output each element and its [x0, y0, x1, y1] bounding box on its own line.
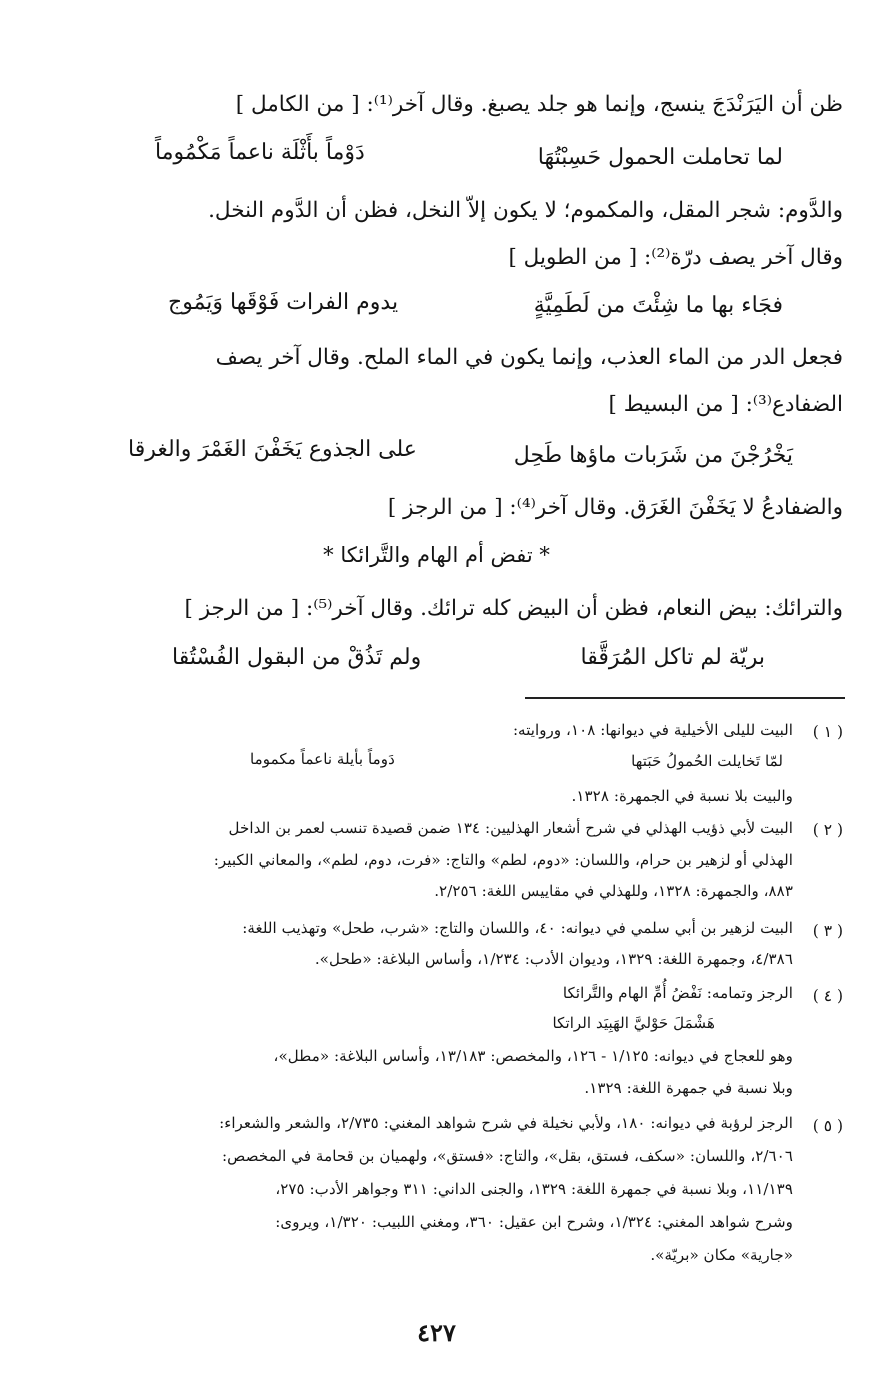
verse-hemistich-right: يَخْرُجْنَ من شَرَبات ماؤها طَحِل: [513, 443, 793, 468]
text-line: والضفادعُ لا يَخَفْنَ الغَرَق. وقال آخر⁽⁴⁾: [ من الرجز ]: [387, 495, 843, 520]
footnote-line: والبيت بلا نسبة في الجمهرة: ١٣٢٨.: [571, 787, 793, 805]
verse-hemistich-right: لما تحاملت الحمول حَسِبْتُهَا: [537, 145, 783, 170]
rajaz-verse: * تفض أم الهام والتَّرائكا *: [323, 543, 550, 567]
text-line: ظن أن اليَرَنْدَجَ ينسج، وإنما هو جلد يصبغ. وقال آخر⁽¹⁾: [ من الكامل ]: [235, 92, 843, 117]
verse-hemistich-right: بريّة لم تاكل المُرَقَّقا: [580, 645, 765, 670]
footnote-number: ( ١ ): [812, 723, 843, 741]
footnote-line: ٢/٦٠٦، واللسان: «سكف، فستق، بقل»، والتاج: «فستق»، ولهميان بن قحامة في المخصص:: [222, 1147, 793, 1165]
footnote-number: ( ٣ ): [812, 922, 843, 940]
footnote-line: «جارية» مكان «بريّة».: [650, 1246, 793, 1264]
page-number: ٤٢٧: [417, 1318, 456, 1347]
text-line: فجعل الدر من الماء العذب، وإنما يكون في الماء الملح. وقال آخر يصف: [215, 345, 843, 370]
verse-hemistich-right: فجَاء بها ما شِئْتَ من لَطَمِيَّةٍ: [533, 293, 783, 318]
footnote-line: الرجز لرؤبة في ديوانه: ١٨٠، ولأبي نخيلة في شرح شواهد المغني: ٢/٧٣٥، والشعر والشعراء:: [219, 1114, 793, 1132]
text-line: والدَّوم: شجر المقل، والمكموم؛ لا يكون إلاّ النخل، فظن أن الدَّوم النخل.: [208, 198, 843, 223]
footnote-line: دَوماً بأيلة ناعماً مكموما: [250, 750, 395, 768]
footnote-line: وبلا نسبة في جمهرة اللغة: ١٣٢٩.: [584, 1079, 793, 1097]
footnote-line: وهو للعجاج في ديوانه: ١/١٢٥ - ١٢٦، والمخصص: ١٣/١٨٣، وأساس البلاغة: «مطل»،: [273, 1047, 793, 1065]
footnote-line: وشرح شواهد المغني: ١/٣٢٤، وشرح ابن عقيل: ٣٦٠، ومغني اللبيب: ١/٣٢٠، ويروى:: [275, 1213, 793, 1231]
footnote-number: ( ٤ ): [812, 987, 843, 1005]
text-line: الضفادع⁽³⁾: [ من البسيط ]: [608, 392, 843, 417]
text-line: وقال آخر يصف درّة⁽²⁾: [ من الطويل ]: [508, 245, 843, 270]
footnote-line: لمّا تَخايلت الحُمولُ حَبَتها: [631, 752, 783, 770]
footnote-number: ( ٥ ): [812, 1117, 843, 1135]
verse-hemistich-left: ولم تَذُقْ من البقول الفُسْتُقا: [172, 645, 422, 670]
footnote-line: البيت لأبي ذؤيب الهذلي في شرح أشعار الهذليين: ١٣٤ ضمن قصيدة تنسب لعمر بن الداخل: [228, 819, 793, 837]
footnote-line: البيت لليلى الأخيلية في ديوانها: ١٠٨، وروايته:: [512, 721, 793, 739]
verse-hemistich-left: يدوم الفرات فَوْقَها وَيَمُوج: [168, 290, 399, 315]
footnote-line: البيت لزهير بن أبي سلمي في ديوانه: ٤٠، واللسان والتاج: «شرب، طحل» وتهذيب اللغة:: [242, 919, 793, 937]
verse-hemistich-left: على الجذوع يَخَفْنَ الغَمْرَ والغرقا: [128, 437, 417, 462]
footnote-line: هَشْمَلَ حَوْليَّ الهَبِيَد الراتكا: [552, 1014, 715, 1032]
verse-hemistich-left: دَوْماً بأَثْلَة ناعماً مَكْمُوماً: [155, 140, 365, 165]
footnote-line: الرجز وتمامه: نَفْضُ أُمِّ الهام والتَّرائكا: [562, 984, 793, 1002]
footnote-line: ٤/٣٨٦، وجمهرة اللغة: ١٣٢٩، وديوان الأدب: ١/٢٣٤، وأساس البلاغة: «طحل».: [314, 950, 793, 968]
footnote-line: ١١/١٣٩، وبلا نسبة في جمهرة اللغة: ١٣٢٩، والجنى الداني: ٣١١ وجواهر الأدب: ٢٧٥،: [275, 1180, 793, 1198]
footnote-number: ( ٢ ): [812, 821, 843, 839]
text-line: والترائك: بيض النعام، فظن أن البيض كله ترائك. وقال آخر⁽⁵⁾: [ من الرجز ]: [184, 596, 843, 621]
footnote-separator: [525, 697, 845, 699]
footnote-line: الهذلي أو لزهير بن حرام، واللسان: «دوم، لطم» والتاج: «فرت، دوم، لطم»، والمعاني الكبير:: [213, 851, 793, 869]
footnote-line: ٨٨٣، والجمهرة: ١٣٢٨، وللهذلي في مقاييس اللغة: ٢/٢٥٦.: [434, 882, 793, 900]
